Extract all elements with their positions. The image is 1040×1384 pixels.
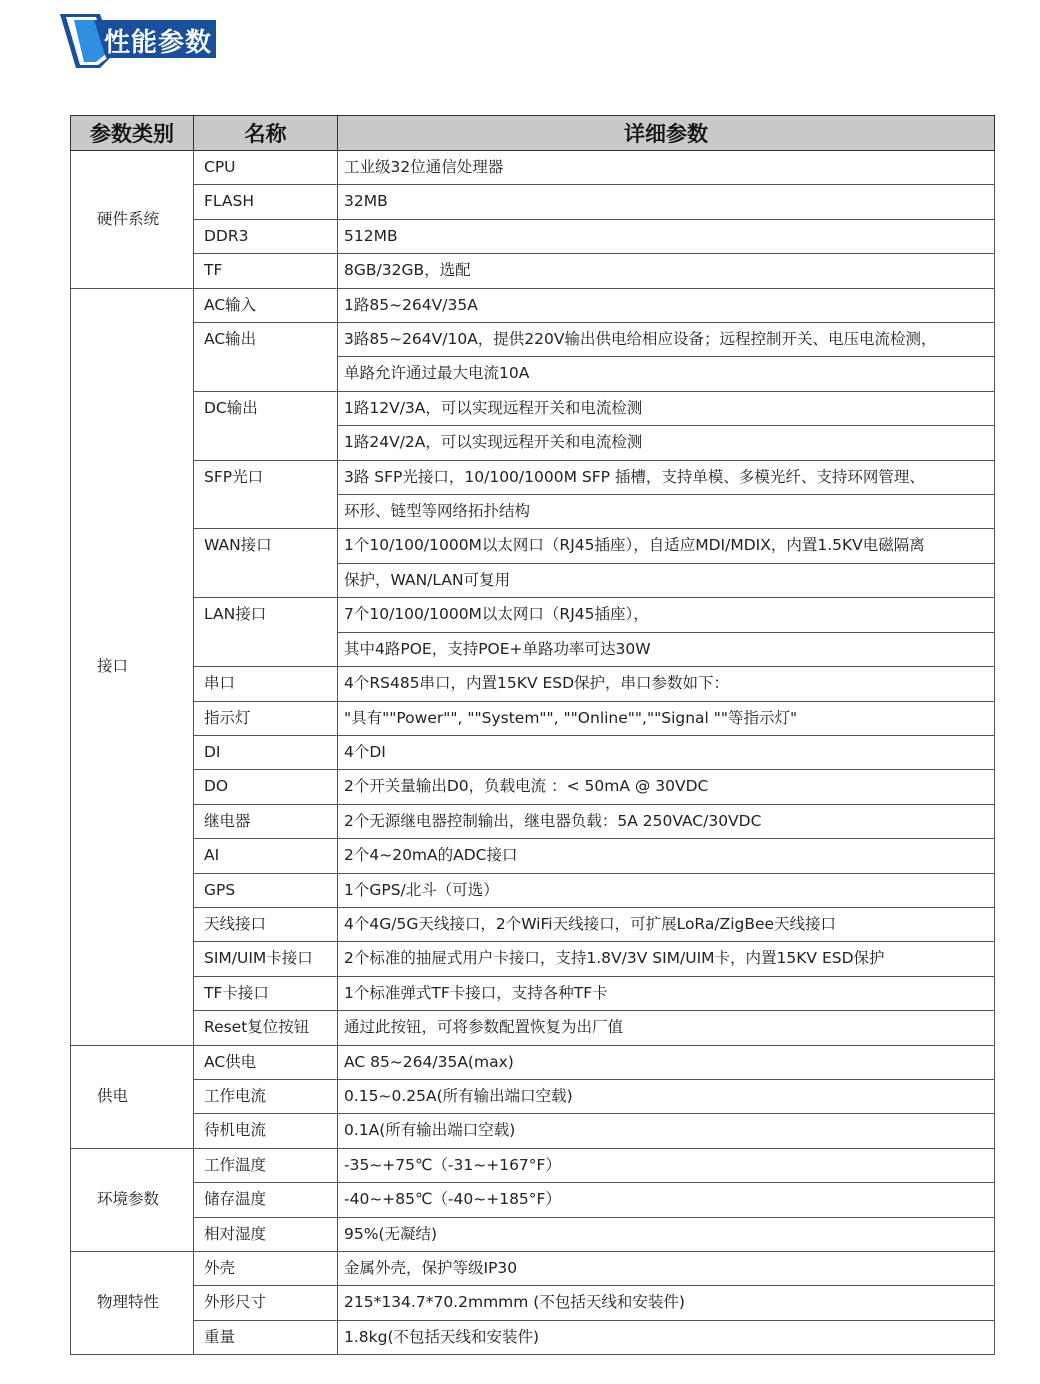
param-name-cell: CPU bbox=[194, 151, 338, 185]
param-name-cell: WAN接口 bbox=[194, 529, 338, 598]
table-row bbox=[71, 1148, 995, 1182]
param-detail-cell: 4个DI bbox=[338, 735, 995, 769]
table-row bbox=[71, 804, 995, 838]
param-name-cell: AC输出 bbox=[194, 323, 338, 392]
spec-table-body bbox=[71, 151, 995, 1355]
param-name-cell: SIM/UIM卡接口 bbox=[194, 942, 338, 976]
param-name-cell: DDR3 bbox=[194, 219, 338, 253]
table-row bbox=[71, 735, 995, 769]
param-detail-cell: -35~+75℃（-31~+167°F） bbox=[338, 1148, 995, 1182]
table-row bbox=[71, 701, 995, 735]
table-row bbox=[71, 323, 995, 357]
param-name-cell: AC输入 bbox=[194, 288, 338, 322]
param-name-cell: 天线接口 bbox=[194, 907, 338, 941]
table-row bbox=[71, 1217, 995, 1251]
table-row bbox=[71, 391, 995, 425]
table-row bbox=[71, 942, 995, 976]
param-detail-cell: 2个开关量输出D0，负载电流 ：< 50mA @ 30VDC bbox=[338, 770, 995, 804]
table-row bbox=[71, 1252, 995, 1286]
param-name-cell: 重量 bbox=[194, 1320, 338, 1354]
param-detail-cell: 4个4G/5G天线接口，2个WiFi天线接口，可扩展LoRa/ZigBee天线接口 bbox=[338, 907, 995, 941]
param-name-cell: TF bbox=[194, 254, 338, 288]
param-name-cell: GPS bbox=[194, 873, 338, 907]
table-row bbox=[71, 667, 995, 701]
param-name-cell: 相对湿度 bbox=[194, 1217, 338, 1251]
param-detail-cell: -40~+85℃（-40~+185°F） bbox=[338, 1183, 995, 1217]
category-cell: 环境参数 bbox=[71, 1148, 194, 1251]
table-row bbox=[71, 529, 995, 563]
param-name-cell: AI bbox=[194, 839, 338, 873]
table-row bbox=[71, 1079, 995, 1113]
param-name-cell: 工作温度 bbox=[194, 1148, 338, 1182]
param-name-cell: 外形尺寸 bbox=[194, 1286, 338, 1320]
param-detail-cell: 7个10/100/1000M以太网口（RJ45插座）， bbox=[338, 598, 995, 632]
table-row bbox=[71, 1183, 995, 1217]
section-title: 性能参数 bbox=[104, 28, 213, 58]
param-detail-cell: 1个GPS/北斗（可选） bbox=[338, 873, 995, 907]
param-detail-cell: 0.15~0.25A(所有输出端口空载) bbox=[338, 1079, 995, 1113]
category-cell: 供电 bbox=[71, 1045, 194, 1148]
param-name-cell: SFP光口 bbox=[194, 460, 338, 529]
table-row bbox=[71, 907, 995, 941]
header-name: 名称 bbox=[194, 116, 338, 151]
param-detail-cell: 1个标准弹式TF卡接口，支持各种TF卡 bbox=[338, 976, 995, 1010]
param-name-cell: TF卡接口 bbox=[194, 976, 338, 1010]
param-name-cell: 指示灯 bbox=[194, 701, 338, 735]
param-detail-cell: 保护，WAN/LAN可复用 bbox=[338, 563, 995, 597]
param-detail-cell: 3路85~264V/10A，提供220V输出供电给相应设备；远程控制开关、电压电流检测， bbox=[338, 323, 995, 357]
param-name-cell: 串口 bbox=[194, 667, 338, 701]
param-detail-cell: 512MB bbox=[338, 219, 995, 253]
param-detail-cell: 0.1A(所有输出端口空载) bbox=[338, 1114, 995, 1148]
param-detail-cell: 单路允许通过最大电流10A bbox=[338, 357, 995, 391]
param-name-cell: DO bbox=[194, 770, 338, 804]
param-detail-cell: 2个无源继电器控制输出，继电器负载：5A 250VAC/30VDC bbox=[338, 804, 995, 838]
param-name-cell: Reset复位按钮 bbox=[194, 1011, 338, 1045]
param-name-cell: 工作电流 bbox=[194, 1079, 338, 1113]
table-row bbox=[71, 1114, 995, 1148]
param-name-cell: LAN接口 bbox=[194, 598, 338, 667]
category-cell: 物理特性 bbox=[71, 1252, 194, 1355]
param-name-cell: 外壳 bbox=[194, 1252, 338, 1286]
param-name-cell: FLASH bbox=[194, 185, 338, 219]
param-name-cell: AC供电 bbox=[194, 1045, 338, 1079]
table-row bbox=[71, 1286, 995, 1320]
table-row bbox=[71, 254, 995, 288]
category-cell: 接口 bbox=[71, 288, 194, 1045]
param-detail-cell: 通过此按钮，可将参数配置恢复为出厂值 bbox=[338, 1011, 995, 1045]
spec-table bbox=[70, 115, 995, 1355]
table-row bbox=[71, 598, 995, 632]
param-detail-cell: 2个4~20mA的ADC接口 bbox=[338, 839, 995, 873]
param-detail-cell: 1.8kg(不包括天线和安装件) bbox=[338, 1320, 995, 1354]
param-detail-cell: "具有""Power"", ""System"", ""Online"",""Signal ""等指示灯" bbox=[338, 701, 995, 735]
param-detail-cell: 4个RS485串口，内置15KV ESD保护，串口参数如下： bbox=[338, 667, 995, 701]
category-cell: 硬件系统 bbox=[71, 151, 194, 289]
param-name-cell: 继电器 bbox=[194, 804, 338, 838]
param-detail-cell: 环形、链型等网络拓扑结构 bbox=[338, 495, 995, 529]
param-detail-cell: 215*134.7*70.2mmmm (不包括天线和安装件) bbox=[338, 1286, 995, 1320]
param-detail-cell: 1路24V/2A，可以实现远程开关和电流检测 bbox=[338, 426, 995, 460]
header-detail: 详细参数 bbox=[338, 116, 995, 151]
param-name-cell: 储存温度 bbox=[194, 1183, 338, 1217]
table-row bbox=[71, 770, 995, 804]
table-row bbox=[71, 219, 995, 253]
param-detail-cell: 3路 SFP光接口，10/100/1000M SFP 插槽，支持单模、多模光纤、支持环网管理、 bbox=[338, 460, 995, 494]
table-row bbox=[71, 976, 995, 1010]
param-detail-cell: 32MB bbox=[338, 185, 995, 219]
table-row bbox=[71, 1045, 995, 1079]
table-row bbox=[71, 288, 995, 322]
param-name-cell: DC输出 bbox=[194, 391, 338, 460]
param-detail-cell: 1个10/100/1000M以太网口（RJ45插座），自适应MDI/MDIX，内置1.5KV电磁隔离 bbox=[338, 529, 995, 563]
table-row bbox=[71, 1011, 995, 1045]
table-row bbox=[71, 460, 995, 494]
param-detail-cell: 1路12V/3A，可以实现远程开关和电流检测 bbox=[338, 391, 995, 425]
param-detail-cell: 其中4路POE，支持POE+单路功率可达30W bbox=[338, 632, 995, 666]
table-header-row bbox=[71, 116, 995, 151]
param-name-cell: 待机电流 bbox=[194, 1114, 338, 1148]
table-row bbox=[71, 1320, 995, 1354]
param-name-cell: DI bbox=[194, 735, 338, 769]
param-detail-cell: AC 85~264/35A(max) bbox=[338, 1045, 995, 1079]
param-detail-cell: 工业级32位通信处理器 bbox=[338, 151, 995, 185]
table-row bbox=[71, 839, 995, 873]
param-detail-cell: 8GB/32GB，选配 bbox=[338, 254, 995, 288]
param-detail-cell: 2个标准的抽屉式用户卡接口，支持1.8V/3V SIM/UIM卡，内置15KV ESD保护 bbox=[338, 942, 995, 976]
table-row bbox=[71, 873, 995, 907]
param-detail-cell: 金属外壳，保护等级IP30 bbox=[338, 1252, 995, 1286]
param-detail-cell: 95%(无凝结) bbox=[338, 1217, 995, 1251]
header-category: 参数类别 bbox=[71, 116, 194, 151]
table-row bbox=[71, 151, 995, 185]
param-detail-cell: 1路85~264V/35A bbox=[338, 288, 995, 322]
table-row bbox=[71, 185, 995, 219]
